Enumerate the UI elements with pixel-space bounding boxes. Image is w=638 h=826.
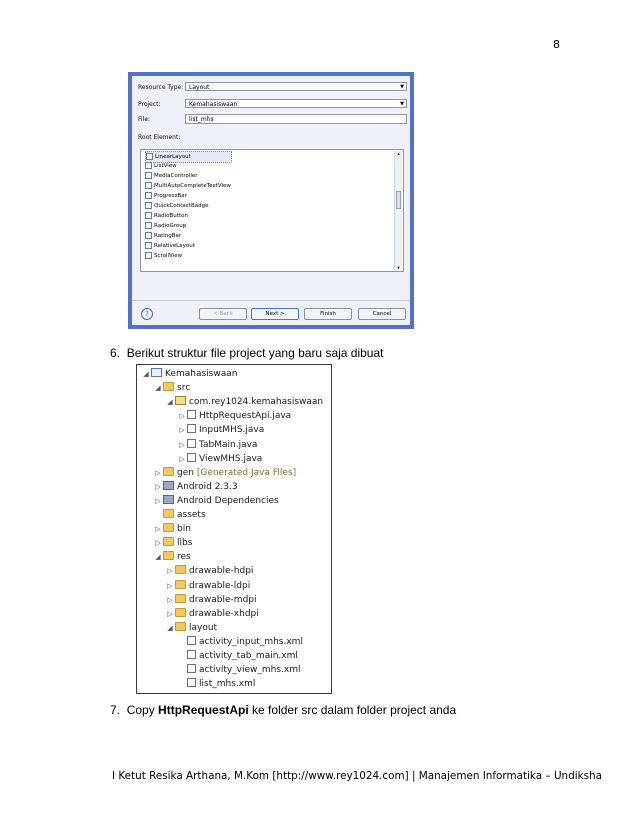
project-label: Project: xyxy=(138,101,161,108)
tree-item[interactable] xyxy=(177,409,291,423)
tree-item-label: src xyxy=(177,383,191,394)
resource-type-label: Resource Type: xyxy=(138,84,184,91)
step-number: 7. xyxy=(110,703,121,717)
tree-item[interactable] xyxy=(141,367,237,381)
tree-item[interactable] xyxy=(153,466,296,480)
tree-item[interactable] xyxy=(177,635,303,649)
list-item[interactable]: RatingBar xyxy=(145,231,181,241)
library-icon xyxy=(163,481,174,490)
step-text: Berikut struktur file project yang baru saja dibuat xyxy=(126,346,384,360)
tree-item[interactable] xyxy=(153,494,279,508)
step-7: 7. Copy HttpRequestApi ke folder src dalam folder project anda xyxy=(110,703,457,717)
xml-file-icon xyxy=(187,678,196,687)
tree-item-label: res xyxy=(177,552,191,563)
resource-type-value: Layout xyxy=(189,84,210,91)
folder-icon xyxy=(175,580,186,589)
folder-icon xyxy=(163,551,174,560)
file-name-input[interactable]: list_mhs xyxy=(185,114,407,124)
media-controller-icon xyxy=(145,172,152,179)
java-file-icon xyxy=(187,410,196,419)
tree-item[interactable] xyxy=(177,649,298,663)
folder-icon xyxy=(163,537,174,546)
folder-icon xyxy=(163,467,174,476)
layout-icon xyxy=(145,242,152,249)
folder-icon xyxy=(175,594,186,603)
list-item[interactable]: ScrollView xyxy=(145,251,182,261)
step-number: 6. xyxy=(110,346,121,360)
file-label: File: xyxy=(138,116,151,123)
tree-item-label: com.rey1024.kemahasiswaan xyxy=(189,397,324,408)
chevron-down-icon: ▼ xyxy=(400,84,404,90)
expand-toggle-icon[interactable]: ▷ xyxy=(155,496,161,505)
tree-item[interactable] xyxy=(153,480,238,494)
autocomplete-icon xyxy=(145,182,152,189)
contact-badge-icon xyxy=(145,202,152,209)
scroll-down-icon[interactable]: ▼ xyxy=(396,265,401,270)
page-footer: I Ketut Resika Arthana, M.Kom [http://www.rey1024.com] | Manajemen Informatika – Undiksha xyxy=(112,770,602,782)
xml-file-icon xyxy=(187,650,196,659)
step-6 xyxy=(110,346,384,360)
tree-item[interactable] xyxy=(165,621,217,635)
tree-item-label: libs xyxy=(177,538,193,549)
list-scrollbar[interactable] xyxy=(394,151,402,270)
expand-toggle-icon[interactable]: ▷ xyxy=(179,426,185,435)
project-combo[interactable] xyxy=(185,99,407,108)
expand-toggle-icon[interactable]: ▷ xyxy=(167,567,173,576)
tree-item[interactable] xyxy=(153,550,191,564)
tree-item-label: Android Dependencies xyxy=(177,495,279,506)
tree-item-label: HttpRequestApi.java xyxy=(199,411,292,422)
tree-item[interactable] xyxy=(165,564,253,578)
tree-item-label: InputMHS.java xyxy=(199,425,265,436)
list-item[interactable]: RadioButton xyxy=(145,211,188,221)
tree-item-label: list_mhs.xml xyxy=(199,679,256,690)
back-button[interactable]: < Back xyxy=(199,308,247,320)
tree-item[interactable] xyxy=(177,663,301,677)
expand-toggle-icon[interactable]: ▷ xyxy=(155,468,161,477)
help-icon[interactable]: ? xyxy=(141,308,153,320)
list-view-icon xyxy=(145,162,152,169)
package-icon xyxy=(175,396,186,405)
expand-toggle-icon[interactable]: ▷ xyxy=(179,412,185,421)
expand-toggle-icon[interactable]: ▷ xyxy=(179,440,185,449)
tree-item[interactable] xyxy=(165,593,257,607)
folder-icon xyxy=(175,622,186,631)
dialog-body xyxy=(132,76,410,325)
tree-item-label: drawable-hdpi xyxy=(189,566,254,577)
expand-toggle-icon[interactable]: ▷ xyxy=(167,609,173,618)
expand-toggle-icon[interactable]: ◢ xyxy=(155,553,161,562)
root-element-list[interactable] xyxy=(140,149,404,272)
progress-bar-icon xyxy=(145,192,152,199)
expand-toggle-icon[interactable]: ▷ xyxy=(155,525,161,534)
layout-icon xyxy=(146,153,153,160)
project-explorer-tree xyxy=(136,364,332,694)
root-element-label: Root Element: xyxy=(138,134,181,141)
folder-icon xyxy=(163,509,174,518)
next-button[interactable]: Next > xyxy=(251,308,299,320)
tree-item[interactable] xyxy=(177,452,262,466)
java-file-icon xyxy=(187,439,196,448)
tree-item-label: drawable-mdpi xyxy=(189,594,257,605)
tree-item[interactable] xyxy=(177,423,264,437)
tree-item-label: Android 2.3.3 xyxy=(177,481,238,492)
expand-toggle-icon[interactable]: ▷ xyxy=(167,581,173,590)
tree-item-label: bin xyxy=(177,524,191,535)
tree-item[interactable] xyxy=(153,508,206,522)
tree-item-label: activity_tab_main.xml xyxy=(199,651,298,661)
button-bar-divider xyxy=(132,300,410,301)
java-file-icon xyxy=(187,424,196,433)
tree-item[interactable] xyxy=(177,438,257,452)
folder-icon xyxy=(163,523,174,532)
tree-item-label: drawable-ldpi xyxy=(189,580,251,591)
list-item[interactable]: ProgressBar xyxy=(145,191,187,201)
scroll-thumb[interactable] xyxy=(396,191,401,209)
tree-item[interactable] xyxy=(165,579,250,593)
list-item[interactable]: ListView xyxy=(145,161,177,171)
folder-icon xyxy=(175,565,186,574)
expand-toggle-icon[interactable]: ◢ xyxy=(143,370,149,378)
class-name: HttpRequestApi xyxy=(158,703,249,717)
scroll-up-icon[interactable]: ▲ xyxy=(396,151,401,156)
new-xml-file-dialog xyxy=(128,72,414,329)
tree-item-label: gen xyxy=(177,467,194,478)
tree-item-label: drawable-xhdpi xyxy=(189,608,259,619)
cancel-button[interactable]: Cancel xyxy=(358,308,406,320)
list-item[interactable]: QuickContactBadge xyxy=(145,201,208,211)
radio-button-icon xyxy=(145,212,152,219)
list-item[interactable]: RadioGroup xyxy=(145,221,186,231)
project-icon xyxy=(151,368,162,377)
expand-toggle-icon[interactable]: ◢ xyxy=(167,398,173,407)
folder-icon xyxy=(175,608,186,617)
tree-item-label: assets xyxy=(177,510,206,520)
xml-file-icon xyxy=(187,664,196,673)
expand-toggle-icon[interactable]: ▷ xyxy=(155,482,161,491)
star-icon xyxy=(145,232,152,239)
xml-file-icon xyxy=(187,636,196,645)
expand-toggle-icon[interactable]: ◢ xyxy=(167,623,173,632)
project-value: Kemahasiswaan xyxy=(189,101,238,108)
list-item[interactable]: MediaController xyxy=(145,171,198,181)
list-item[interactable]: MultiAutoCompleteTextView xyxy=(145,181,231,191)
finish-button[interactable]: Finish xyxy=(304,308,352,320)
expand-toggle-icon[interactable]: ▷ xyxy=(155,539,161,548)
expand-toggle-icon[interactable]: ◢ xyxy=(155,384,161,393)
java-file-icon xyxy=(187,453,196,462)
tree-item[interactable] xyxy=(153,536,192,550)
tree-item[interactable] xyxy=(165,607,259,621)
expand-toggle-icon[interactable]: ▷ xyxy=(167,595,173,604)
page-number: 8 xyxy=(553,38,560,51)
tree-item-note: [Generated Java Files] xyxy=(193,467,297,478)
tree-item-label: TabMain.java xyxy=(199,439,258,450)
folder-icon xyxy=(163,382,174,391)
tree-item-label: layout xyxy=(189,622,218,633)
tree-item-label: activity_view_mhs.xml xyxy=(199,665,301,676)
list-item[interactable]: LinearLayout xyxy=(145,151,232,163)
tree-item[interactable] xyxy=(177,677,255,691)
tree-item[interactable] xyxy=(153,381,190,395)
scroll-view-icon xyxy=(145,252,152,259)
tree-item-label: activity_input_mhs.xml xyxy=(199,636,303,647)
chevron-down-icon: ▼ xyxy=(400,101,404,107)
tree-item-label: ViewMHS.java xyxy=(199,453,263,464)
expand-toggle-icon[interactable]: ▷ xyxy=(179,454,185,463)
tree-item-label: Kemahasiswaan xyxy=(165,369,238,379)
library-icon xyxy=(163,495,174,504)
radio-group-icon xyxy=(145,222,152,229)
resource-type-combo[interactable] xyxy=(185,82,407,91)
tree-item[interactable] xyxy=(165,395,323,409)
tree-item[interactable] xyxy=(153,522,191,536)
list-item[interactable]: RelativeLayout xyxy=(145,241,195,251)
